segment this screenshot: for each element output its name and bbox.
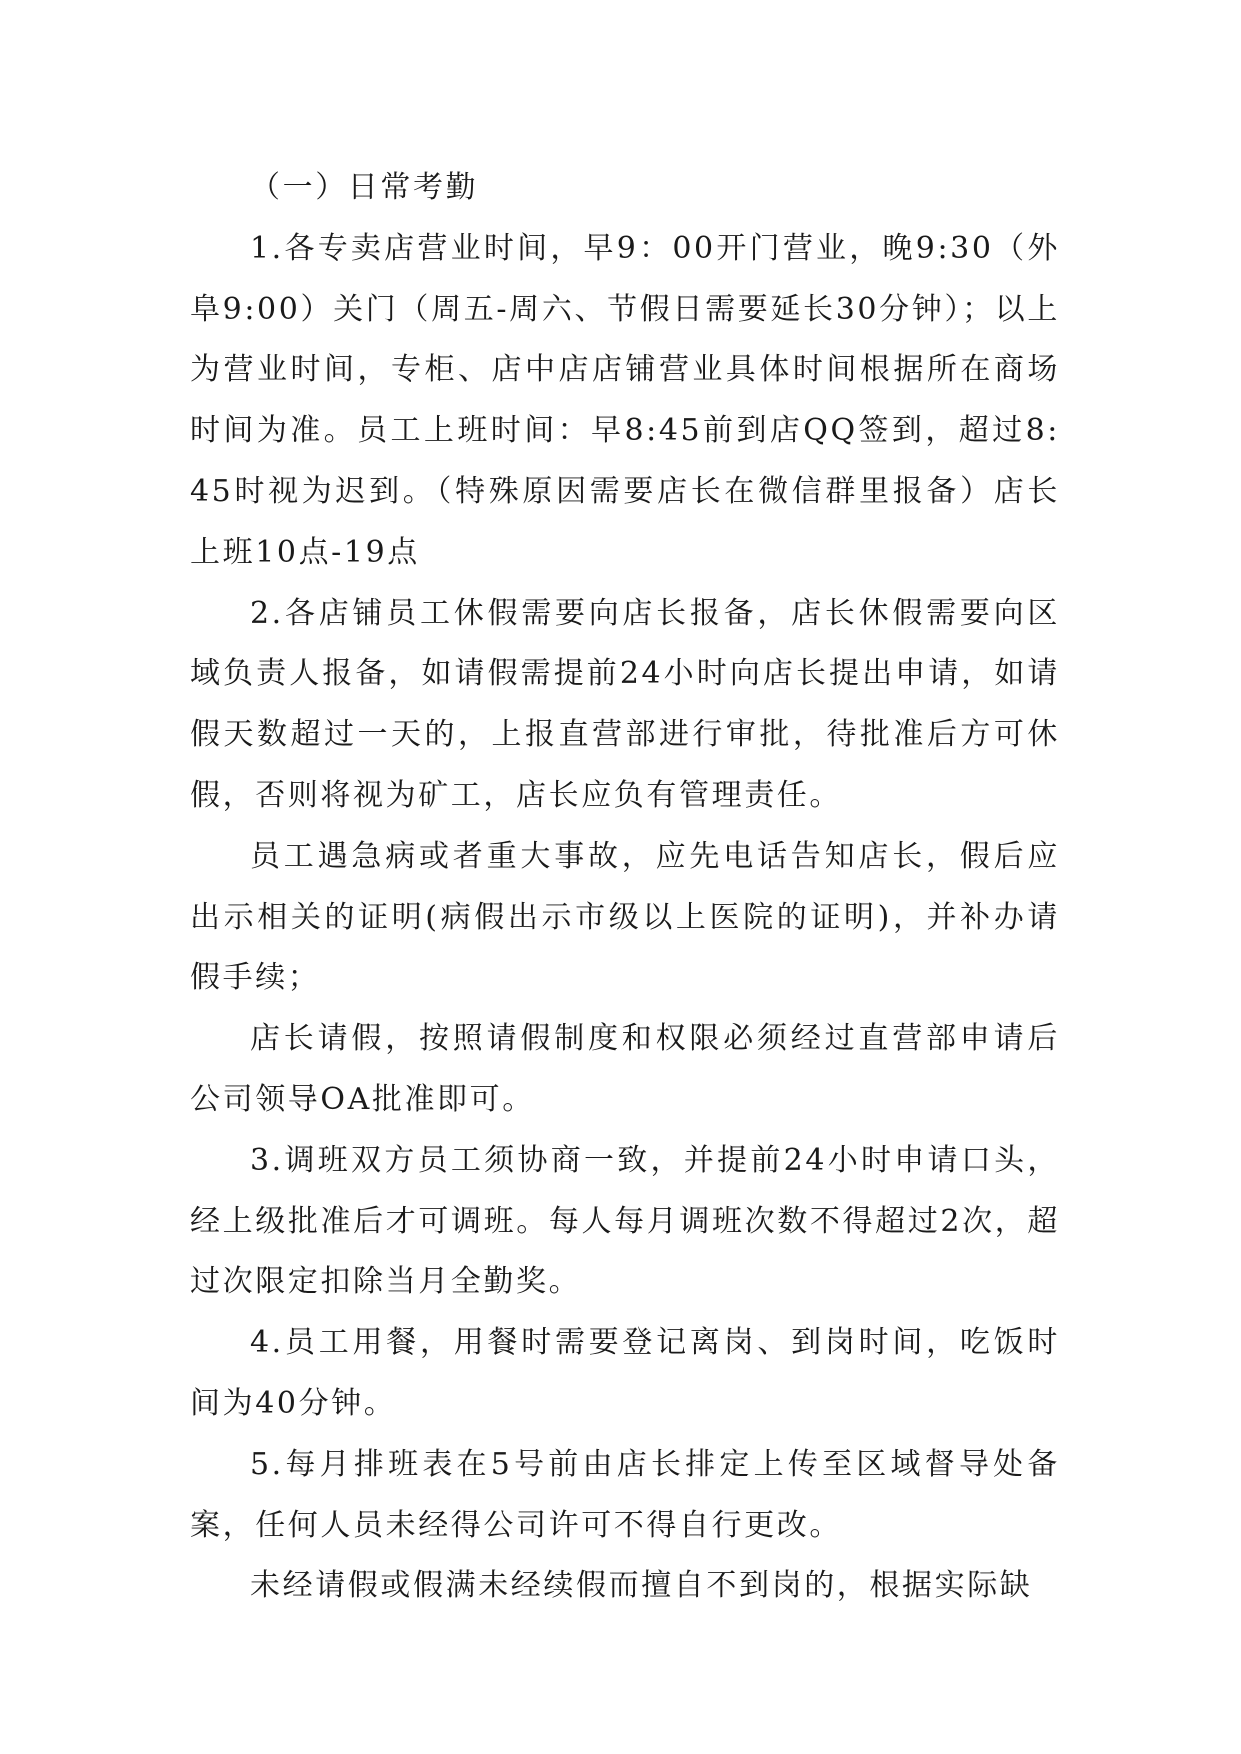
paragraph-schedule: 5.每月排班表在5号前由店长排定上传至区域督导处备案，任何人员未经得公司许可不得自行更改。 — [190, 1446, 1060, 1543]
paragraph-business-hours: 1.各专卖店营业时间，早9：00开门营业，晚9:30（外阜9:00）关门（周五-周六、节假日需要延长30分钟）；以上为营业时间，专柜、店中店店铺营业具体时间根据所在商场时间为准。员工上班时间：早8:45前到店QQ签到，超过8:45时视为迟到。（特殊原因需要店长在微信群里报备）店长上班10点-19点 — [190, 230, 1060, 570]
paragraph-absence: 未经请假或假满未经续假而擅自不到岗的，根据实际缺 — [250, 1568, 1033, 1604]
paragraph-shift-swap: 3.调班双方员工须协商一致，并提前24小时申请口头，经上级批准后才可调班。每人每月调班次数不得超过2次，超过次限定扣除当月全勤奖。 — [190, 1142, 1060, 1300]
paragraph-manager-leave: 店长请假，按照请假制度和权限必须经过直营部申请后公司领导OA批准即可。 — [190, 1021, 1060, 1117]
section-heading: （一）日常考勤 — [250, 170, 479, 205]
paragraph-leave-reporting: 2.各店铺员工休假需要向店长报备，店长休假需要向区域负责人报备，如请假需提前24小时向店长提出申请，如请假天数超过一天的，上报直营部进行审批，待批准后方可休假，否则将视为矿工，店长应负有管理责任。 — [190, 595, 1060, 813]
paragraph-meals: 4.员工用餐，用餐时需要登记离岗、到岗时间，吃饭时间为40分钟。 — [190, 1325, 1060, 1421]
document-body — [190, 158, 1060, 1617]
paragraph-emergency-leave: 员工遇急病或者重大事故，应先电话告知店长，假后应出示相关的证明(病假出示市级以上医院的证明)，并补办请假手续； — [190, 838, 1060, 996]
